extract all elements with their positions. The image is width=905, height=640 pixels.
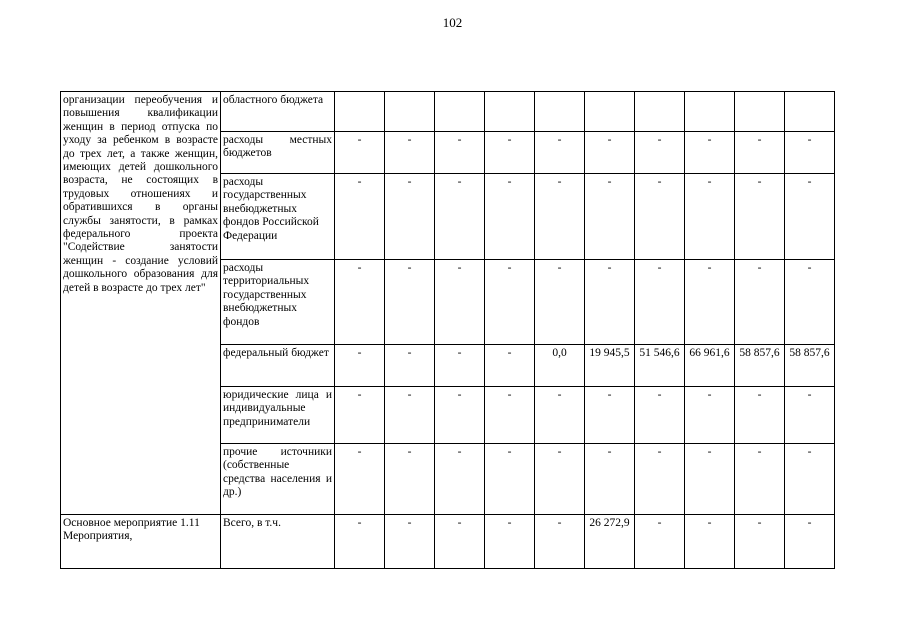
value-cell: - bbox=[635, 132, 685, 174]
value-cell: 26 272,9 bbox=[585, 515, 635, 569]
value-cell: - bbox=[735, 260, 785, 345]
value-cell bbox=[635, 92, 685, 132]
value-cell: - bbox=[385, 387, 435, 444]
value-cell: - bbox=[735, 387, 785, 444]
value-cell: 66 961,6 bbox=[685, 345, 735, 387]
activity-subtitle: Мероприятия, bbox=[63, 530, 133, 543]
value-cell: - bbox=[785, 174, 835, 260]
value-cell: - bbox=[735, 444, 785, 515]
value-cell: - bbox=[635, 515, 685, 569]
table-row bbox=[61, 92, 835, 132]
value-cell: - bbox=[535, 132, 585, 174]
value-cell: - bbox=[435, 174, 485, 260]
value-cell: - bbox=[335, 444, 385, 515]
value-cell: - bbox=[685, 260, 735, 345]
value-cell: - bbox=[685, 444, 735, 515]
funding-source: расходы местных бюджетов bbox=[221, 132, 335, 174]
value-cell: - bbox=[585, 174, 635, 260]
value-cell: - bbox=[585, 260, 635, 345]
activity-description bbox=[61, 515, 221, 569]
activity-description: организации переобучения и повышения квалификации женщин в период отпуска по уходу за ребенком в возрасте до трех лет, а также женщин, имеющих детей дошкольного возраста, не состоящих в трудовых отношениях и обратившихся в органы службы занятости, в рамках федерального проекта "Содействие занятости женщин - создание условий дошкольного образования для детей в возрасте до трех лет" bbox=[61, 92, 221, 515]
value-cell: - bbox=[635, 260, 685, 345]
value-cell: - bbox=[535, 387, 585, 444]
value-cell: - bbox=[785, 387, 835, 444]
value-cell bbox=[485, 92, 535, 132]
value-cell: - bbox=[335, 174, 385, 260]
value-cell bbox=[585, 92, 635, 132]
funding-source: расходы государственных внебюджетных фондов Российской Федерации bbox=[221, 174, 335, 260]
value-cell: - bbox=[385, 260, 435, 345]
value-cell: - bbox=[485, 444, 535, 515]
value-cell: - bbox=[735, 174, 785, 260]
value-cell: - bbox=[585, 444, 635, 515]
value-cell: 19 945,5 bbox=[585, 345, 635, 387]
value-cell: - bbox=[435, 515, 485, 569]
value-cell: - bbox=[735, 515, 785, 569]
value-cell: - bbox=[535, 174, 585, 260]
funding-source: областного бюджета bbox=[221, 92, 335, 132]
activity-title bbox=[63, 517, 218, 530]
value-cell: - bbox=[385, 174, 435, 260]
value-cell: - bbox=[435, 260, 485, 345]
value-cell: - bbox=[385, 515, 435, 569]
value-cell: - bbox=[335, 345, 385, 387]
value-cell: - bbox=[785, 260, 835, 345]
value-cell: 58 857,6 bbox=[785, 345, 835, 387]
value-cell: - bbox=[435, 387, 485, 444]
value-cell: - bbox=[435, 444, 485, 515]
value-cell bbox=[435, 92, 485, 132]
value-cell: - bbox=[685, 387, 735, 444]
value-cell: - bbox=[385, 132, 435, 174]
funding-source: Всего, в т.ч. bbox=[221, 515, 335, 569]
value-cell: - bbox=[785, 515, 835, 569]
value-cell: - bbox=[485, 132, 535, 174]
value-cell: 51 546,6 bbox=[635, 345, 685, 387]
value-cell: - bbox=[485, 387, 535, 444]
value-cell: - bbox=[485, 345, 535, 387]
value-cell: - bbox=[635, 387, 685, 444]
funding-source: федеральный бюджет bbox=[221, 345, 335, 387]
value-cell: - bbox=[635, 444, 685, 515]
value-cell: - bbox=[685, 174, 735, 260]
value-cell: - bbox=[685, 132, 735, 174]
value-cell bbox=[785, 92, 835, 132]
value-cell: - bbox=[485, 515, 535, 569]
value-cell: - bbox=[635, 174, 685, 260]
value-cell: - bbox=[535, 260, 585, 345]
funding-source: расходы территориальных государственных внебюджетных фондов bbox=[221, 260, 335, 345]
funding-source: юридические лица и индивидуальные предприниматели bbox=[221, 387, 335, 444]
value-cell: - bbox=[385, 345, 435, 387]
value-cell: - bbox=[535, 515, 585, 569]
value-cell: - bbox=[685, 515, 735, 569]
value-cell: - bbox=[435, 345, 485, 387]
value-cell: - bbox=[335, 387, 385, 444]
value-cell: - bbox=[385, 444, 435, 515]
value-cell: 0,0 bbox=[535, 345, 585, 387]
value-cell: - bbox=[535, 444, 585, 515]
value-cell bbox=[385, 92, 435, 132]
value-cell bbox=[535, 92, 585, 132]
value-cell: - bbox=[435, 132, 485, 174]
value-cell: - bbox=[335, 260, 385, 345]
value-cell: - bbox=[585, 387, 635, 444]
value-cell bbox=[685, 92, 735, 132]
activity-title-text: Основное мероприятие 1.11 bbox=[63, 517, 200, 529]
value-cell: 58 857,6 bbox=[735, 345, 785, 387]
value-cell bbox=[735, 92, 785, 132]
funding-source: прочие источники (собственные средства населения и др.) bbox=[221, 444, 335, 515]
value-cell: - bbox=[335, 132, 385, 174]
value-cell bbox=[335, 92, 385, 132]
value-cell: - bbox=[585, 132, 635, 174]
budget-table bbox=[60, 91, 835, 569]
value-cell: - bbox=[335, 515, 385, 569]
value-cell: - bbox=[785, 444, 835, 515]
value-cell: - bbox=[735, 132, 785, 174]
value-cell: - bbox=[785, 132, 835, 174]
value-cell: - bbox=[485, 174, 535, 260]
table-row bbox=[61, 515, 835, 569]
value-cell: - bbox=[485, 260, 535, 345]
page-number: 102 bbox=[442, 15, 463, 30]
